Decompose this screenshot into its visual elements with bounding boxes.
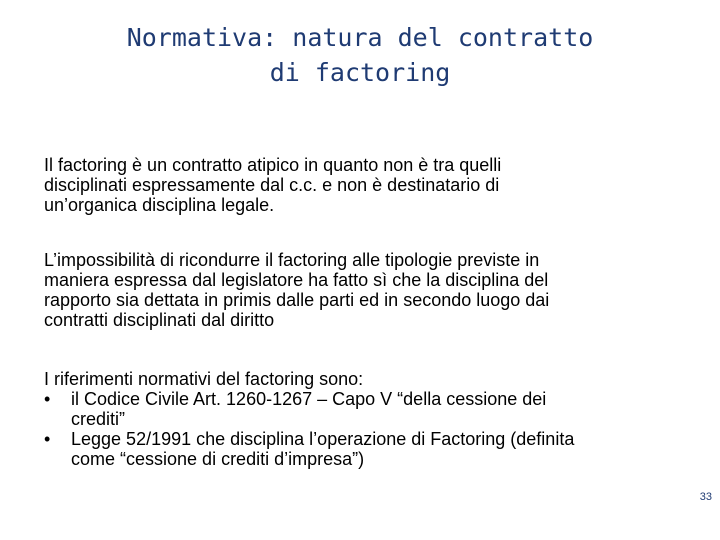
paragraph-line: un’organica disciplina legale. (44, 195, 275, 215)
slide-title-line-2: di factoring (269, 58, 451, 87)
list-item (44, 389, 694, 429)
references-list (44, 389, 694, 469)
paragraph-discipline-source (44, 250, 694, 330)
list-item-line: crediti” (71, 409, 126, 429)
paragraph-line: Il factoring è un contratto atipico in quanto non è tra quelli (44, 155, 502, 175)
bullet-icon: • (44, 389, 51, 409)
paragraph-line: disciplinati espressamente dal c.c. e non è destinatario di (44, 175, 500, 195)
paragraph-line: L’impossibilità di ricondurre il factoring alle tipologie previste in (44, 250, 540, 270)
slide-title-line-1: Normativa: natura del contratto (126, 23, 594, 52)
paragraph-atypical-contract (44, 155, 694, 215)
page-number: 33 (699, 491, 712, 503)
list-item-line: Legge 52/1991 che disciplina l’operazione di Factoring (definita (71, 429, 575, 449)
bullet-icon: • (44, 429, 51, 449)
list-item (44, 429, 694, 469)
list-item-line: il Codice Civile Art. 1260-1267 – Capo V “della cessione dei (71, 389, 547, 409)
paragraph-line: contratti disciplinati dal diritto (44, 310, 275, 330)
paragraph-line: maniera espressa dal legislatore ha fatto sì che la disciplina del (44, 270, 549, 290)
references-intro: I riferimenti normativi del factoring sono: (44, 369, 364, 389)
paragraph-line: rapporto sia dettata in primis dalle parti ed in secondo luogo dai (44, 290, 550, 310)
list-item-line: come “cessione di crediti d’impresa”) (71, 449, 365, 469)
slide-title (60, 20, 660, 90)
references-section (44, 369, 694, 469)
